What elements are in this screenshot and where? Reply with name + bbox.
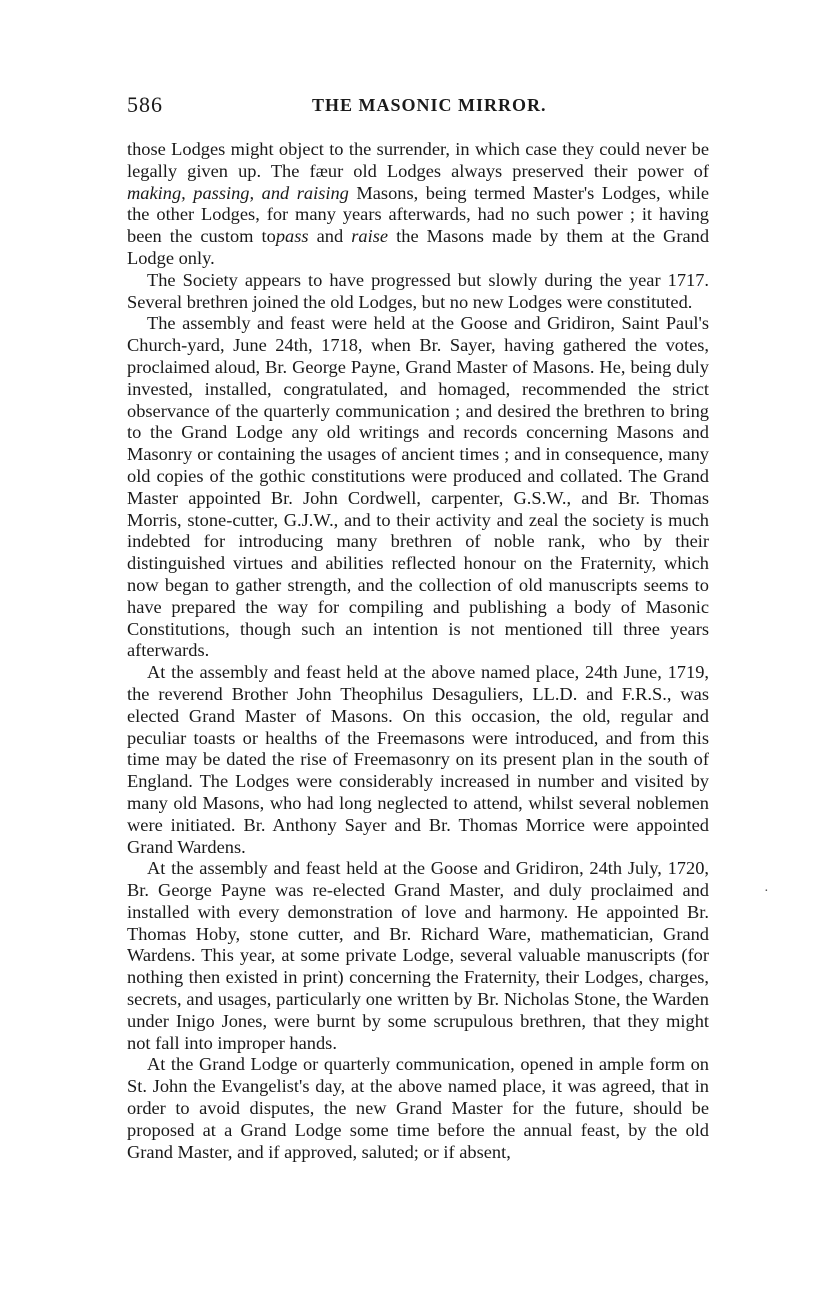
page-number: 586: [127, 92, 163, 117]
paragraph: [127, 313, 709, 662]
paragraph: [127, 270, 709, 314]
italic-text: raise: [351, 226, 389, 247]
paragraph-text: At the Grand Lodge or quarterly communication, opened in ample form on St. John the Evangelist's day, at the above named place, it was agreed, that in order to avoid disputes, the new Grand Master for the future, should be proposed at a Grand Lodge some time before the annual feast, by the old Grand Master, and if approved, saluted; or if absent,: [127, 1054, 709, 1162]
italic-text: making, passing, and raising: [127, 182, 349, 203]
running-title: THE MASONIC MIRROR.: [312, 95, 547, 115]
italic-text: pass: [275, 226, 309, 247]
margin-mark: ·: [764, 884, 769, 899]
paragraph: [127, 662, 709, 858]
paragraph-text: and: [308, 226, 352, 247]
paragraph-text: At the assembly and feast held at the Goose and Gridiron, 24th July, 1720, Br. George Payne was re-elected Grand Master, and duly proclaimed and installed with every demonstration of love and harmony. He appointed Br. Thomas Hoby, stone cutter, and Br. Richard Ware, mathematician, Grand Wardens. This year, at some private Lodge, several valuable manuscripts (for nothing then existed in print) concerning the Fraternity, their Lodges, charges, secrets, and usages, particularly one written by Br. Nicholas Stone, the Warden under Inigo Jones, were burnt by some scrupulous brethren, that they might not fall into improper hands.: [127, 858, 709, 1053]
paragraph: [127, 858, 709, 1054]
page-header: [127, 92, 709, 122]
paragraph-text: Masons, being termed Master's Lodges, while the other Lodges, for many years afterwards, had no such power ; it having been the custom to: [127, 182, 709, 247]
paragraph-text: The assembly and feast were held at the Goose and Gridiron, Saint Paul's Church-yard, June 24th, 1718, when Br. Sayer, having gathered the votes, proclaimed aloud, Br. George Payne, Grand Master of Masons. He, being duly invested, installed, congratulated, and homaged, recommended the strict observance of the quarterly communication ; and desired the brethren to bring to the Grand Lodge any old writings and records concerning Masons and Masonry or containing the usages of ancient times ; and in consequence, many old copies of the gothic constitutions were produced and collated. The Grand Master appointed Br. John Cordwell, carpenter, G.S.W., and Br. Thomas Morris, stone-cutter, G.J.W., and to their activity and zeal the society is much indebted for introducing many brethren of noble rank, who by their distinguished virtues and abilities reflected honour on the Fraternity, which now began to gather strength, and the collection of old manuscripts seems to have prepared the way for compiling and publishing a body of Masonic Constitutions, though such an intention is not mentioned till three years afterwards.: [127, 313, 709, 661]
paragraph-text: those Lodges might object to the surrender, in which case they could never be legally given up. The fæur old Lodges always preserved their power of: [127, 139, 709, 181]
paragraph: [127, 1054, 709, 1163]
paragraph-text: The Society appears to have progressed but slowly during the year 1717. Several brethren joined the old Lodges, but no new Lodges were constituted.: [127, 269, 709, 312]
paragraph-text: At the assembly and feast held at the above named place, 24th June, 1719, the reverend Brother John Theophilus Desaguliers, LL.D. and F.R.S., was elected Grand Master of Masons. On this occasion, the old, regular and peculiar toasts or healths of the Freemasons were introduced, and from this time may be dated the rise of Freemasonry on its present plan in the south of England. The Lodges were considerably increased in number and visited by many old Masons, who had long neglected to attend, whilst several noblemen were initiated. Br. Anthony Sayer and Br. Thomas Morrice were appointed Grand Wardens.: [127, 662, 709, 857]
paragraph: [127, 139, 709, 270]
paragraph-text: the Masons made by them at the Grand Lodge only.: [127, 226, 710, 268]
body-text: [127, 139, 709, 1163]
